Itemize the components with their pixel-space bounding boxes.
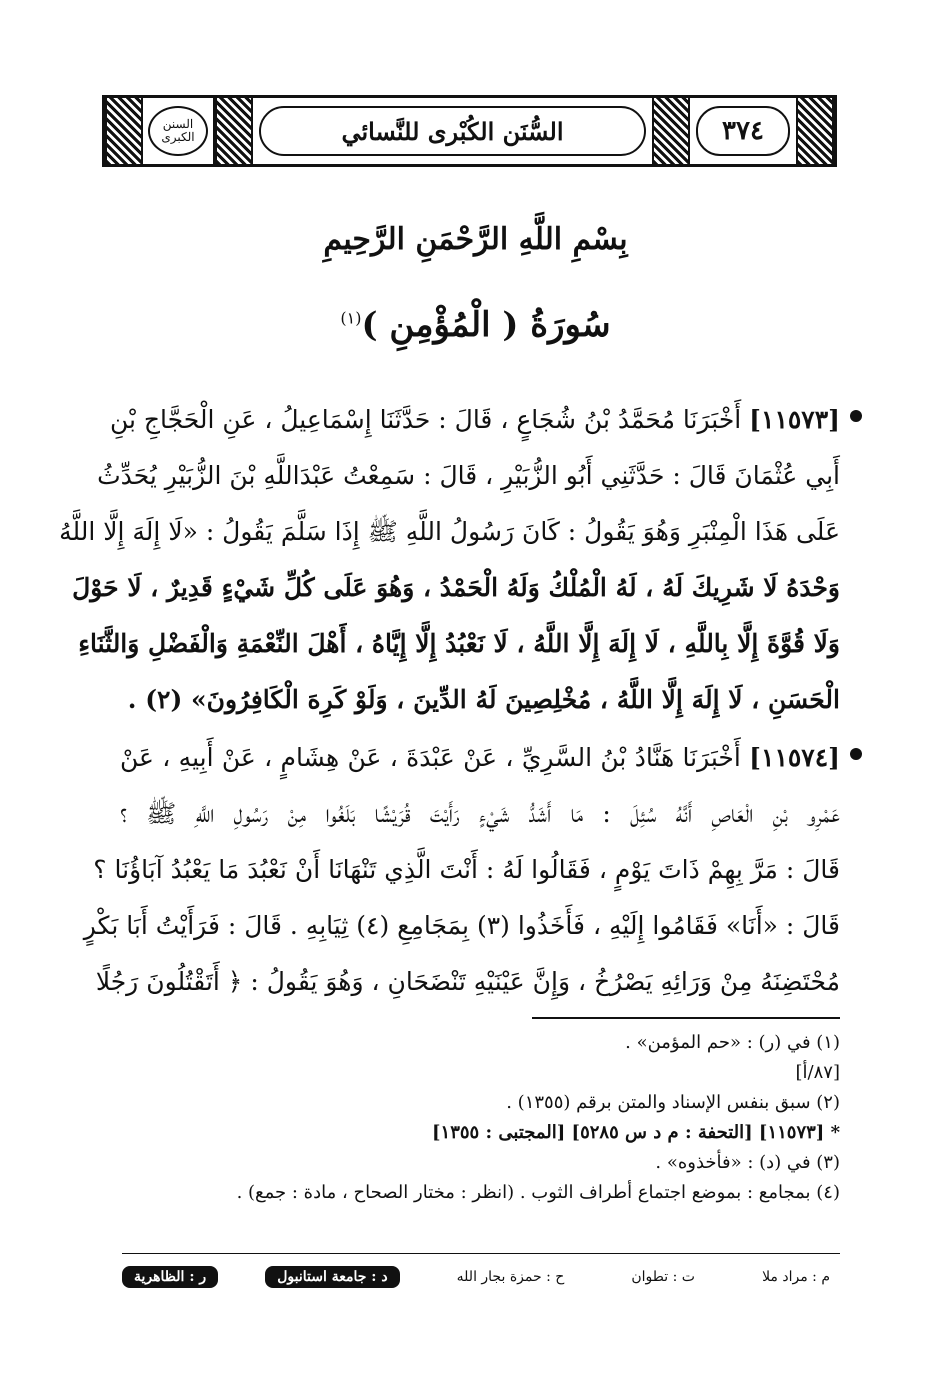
hadith-line — [120, 730, 840, 786]
manuscript-murad-molla: م : مراد ملا — [762, 1269, 830, 1285]
hadith-line: عَمْرِو بْنِ الْعَاصِ أَنَّهُ سُئِلَ : مَا أَشَدُّ شَيْءٍ رَأَيْتَ قُرَيْشًا بَلَغُوا مِنْ رَسُولِ اللَّهِ ﷺ ؟ — [120, 799, 840, 828]
surah-heading — [0, 305, 951, 345]
hadith-line: أَبِي عُثْمَانَ قَالَ : حَدَّثَنِي أَبُو الزُّبَيْرِ ، قَالَ : سَمِعْتُ عَبْدَاللَّهِ بْنَ الزُّبَيْرِ يُحَدِّثُ — [97, 461, 840, 490]
footnote: (٢) سبق بنفس الإسناد والمتن برقم (١٣٥٥) . — [506, 1092, 840, 1113]
ornament-left — [105, 98, 143, 164]
page-number: ٣٧٤ — [696, 106, 790, 156]
ornament-mid-left — [215, 98, 253, 164]
surah-ref: (١) — [340, 308, 362, 328]
bullet-icon — [850, 748, 862, 760]
hadith-line: الْحَسَنِ ، لَا إِلَهَ إِلَّا اللَّهُ ، مُخْلِصِينَ لَهُ الدِّينَ ، وَلَوْ كَرِهَ الْكَافِرُونَ» (٢) . — [127, 685, 840, 714]
manuscript-zahiriyya: ر : الظاهرية — [122, 1266, 218, 1288]
hadith-number: [١١٥٧٣] — [749, 405, 840, 434]
hadith-line: وَلَا قُوَّةَ إِلَّا بِاللَّهِ ، لَا إِلَهَ إِلَّا اللَّهُ ، لَا نَعْبُدُ إِلَّا إِيَّاهُ ، أَهْلَ النِّعْمَةِ وَالْفَضْلِ وَالثَّنَاءِ — [78, 629, 840, 658]
page-header — [102, 95, 837, 167]
manuscript-hamza: ح : حمزة بجار الله — [456, 1269, 565, 1285]
manuscript-legend — [122, 1262, 840, 1292]
hadith-line: عَلَى هَذَا الْمِنْبَرِ وَهُوَ يَقُولُ : كَانَ رَسُولُ اللَّهِ ﷺ إِذَا سَلَّمَ يَقُولُ : «لَا إِلَهَ إِلَّا اللَّهُ — [59, 517, 840, 546]
manuscript-istanbul: د : جامعة استانبول — [265, 1266, 399, 1288]
bullet-icon — [850, 410, 862, 422]
footnotes — [160, 1028, 840, 1208]
footnote: [٨٧/أ] — [795, 1062, 840, 1083]
book-title: السُّنَن الكُبْرى للنَّسائي — [259, 106, 646, 156]
ornament-right — [796, 98, 834, 164]
seal-text: السنن الكبرى — [148, 106, 208, 156]
footnote-takhrij: * [١١٥٧٣] [التحفة : م د س ٥٢٨٥] [المجتبى : ١٣٥٥] — [432, 1122, 840, 1143]
surah-title: سُورَةُ ( الْمُؤْمِنِ ) — [361, 305, 611, 345]
hadith-line: قَالَ : مَرَّ بِهِمْ ذَاتَ يَوْمٍ ، فَقَالُوا لَهُ : أَنْتَ الَّذِي تَنْهَانَا أَنْ نَعْبُدَ مَا يَعْبُدُ آبَاؤُنَا ؟ — [93, 855, 840, 884]
hadith-text: أَخْبَرَنَا مُحَمَّدُ بْنُ شُجَاعٍ ، قَالَ : حَدَّثَنَا إِسْمَاعِيلُ ، عَنِ الْحَجَّاجِ بْنِ — [109, 405, 742, 434]
hadith-line — [109, 392, 840, 448]
hadith-line: مُحْتَضِنَهُ مِنْ وَرَائِهِ يَصْرُخُ ، وَإِنَّ عَيْنَيْهِ تَنْضَحَانِ ، وَهُوَ يَقُولُ : ﴿ أَتَقْتُلُونَ رَجُلًا — [95, 967, 840, 996]
hadith-text: أَخْبَرَنَا هَنَّادُ بْنُ السَّرِيِّ ، عَنْ عَبْدَةَ ، عَنْ هِشَامٍ ، عَنْ أَبِيهِ ، عَنْ — [120, 743, 741, 772]
hadith-11574 — [83, 730, 840, 1010]
hadith-number: [١١٥٧٤] — [749, 743, 840, 772]
basmala: بِسْمِ اللَّهِ الرَّحْمَنِ الرَّحِيمِ — [323, 222, 628, 257]
bottom-divider — [122, 1253, 840, 1254]
footnote-divider — [532, 1017, 840, 1019]
ornament-mid-right — [652, 98, 690, 164]
book-seal-logo — [143, 98, 215, 164]
footnote: (٣) في (د) : «فأخذوه» . — [655, 1152, 840, 1173]
footnote: (٤) بمجامع : بموضع اجتماع أطراف الثوب . (انظر : مختار الصحاح ، مادة : جمع) . — [236, 1182, 840, 1203]
hadith-line: وَحْدَهُ لَا شَرِيكَ لَهُ ، لَهُ الْمُلْكُ وَلَهُ الْحَمْدُ ، وَهُوَ عَلَى كُلِّ شَيْءٍ قَدِيرٌ ، لَا حَوْلَ — [72, 573, 840, 602]
hadith-line: قَالَ : «أَنَا» فَقَامُوا إِلَيْهِ ، فَأَخَذُوا (٣) بِمَجَامِعِ (٤) ثِيَابِهِ . قَالَ : فَرَأَيْتُ أَبَا بَكْرٍ — [83, 911, 840, 940]
hadith-11573 — [59, 392, 840, 728]
manuscript-tetouan: ت : تطوان — [631, 1269, 695, 1285]
footnote: (١) في (ر) : «حم المؤمن» . — [625, 1032, 840, 1053]
